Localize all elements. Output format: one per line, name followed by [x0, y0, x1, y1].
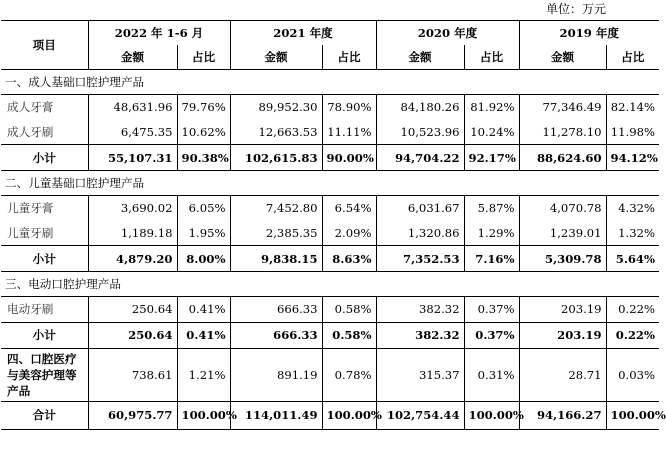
header-ratio: 占比 [606, 45, 659, 70]
header-ratio: 占比 [464, 45, 519, 70]
row-label: 成人牙膏 [7, 100, 54, 115]
ratio-cell: 0.78% [322, 348, 376, 401]
ratio-cell: 11.98% [606, 120, 659, 145]
ratio-cell: 0.22% [606, 297, 659, 323]
amount-cell: 10,523.96 [376, 120, 464, 145]
ratio-cell: 7.16% [464, 246, 519, 272]
ratio-cell: 4.32% [606, 196, 659, 221]
amount-cell: 77,346.49 [519, 95, 606, 120]
ratio-cell: 8.00% [177, 246, 230, 272]
ratio-cell: 94.12% [606, 145, 659, 171]
ratio-cell: 5.87% [464, 196, 519, 221]
total-row [1, 401, 659, 429]
header-amount: 金额 [88, 45, 177, 70]
section-title: 二、儿童基础口腔护理产品 [1, 171, 659, 196]
amount-cell: 1,239.01 [519, 221, 606, 246]
ratio-cell: 78.90% [322, 95, 376, 120]
revenue-table [1, 20, 666, 430]
subtotal-label: 小计 [1, 246, 88, 272]
table-row [1, 196, 659, 221]
table-row [1, 221, 659, 246]
ratio-cell: 0.41% [177, 297, 230, 323]
header-ratio: 占比 [177, 45, 230, 70]
amount-cell: 250.64 [88, 322, 177, 348]
ratio-cell: 82.14% [606, 95, 659, 120]
ratio-cell: 100.00% [177, 401, 230, 429]
ratio-cell: 92.17% [464, 145, 519, 171]
amount-cell: 7,452.80 [230, 196, 322, 221]
ratio-cell: 0.58% [322, 297, 376, 323]
ratio-cell: 100.00% [322, 401, 376, 429]
header-period: 2021 年度 [230, 21, 376, 46]
total-label: 合计 [1, 401, 88, 429]
section-title: 三、电动口腔护理产品 [1, 272, 659, 297]
ratio-cell: 0.58% [322, 322, 376, 348]
table-row [1, 297, 659, 323]
section-header-row [1, 171, 659, 196]
amount-cell: 891.19 [230, 348, 322, 401]
amount-cell: 1,189.18 [88, 221, 177, 246]
amount-cell: 94,704.22 [376, 145, 464, 171]
ratio-cell: 81.92% [464, 95, 519, 120]
amount-cell: 250.64 [88, 297, 177, 323]
amount-cell: 666.33 [230, 297, 322, 323]
amount-cell: 2,385.35 [230, 221, 322, 246]
subtotal-row [1, 145, 659, 171]
amount-cell: 382.32 [376, 322, 464, 348]
amount-cell: 738.61 [88, 348, 177, 401]
amount-cell: 60,975.77 [88, 401, 177, 429]
header-row-periods [1, 21, 659, 46]
ratio-cell: 1.95% [177, 221, 230, 246]
ratio-cell: 8.63% [322, 246, 376, 272]
header-amount: 金额 [230, 45, 322, 70]
header-amount: 金额 [376, 45, 464, 70]
ratio-cell: 11.11% [322, 120, 376, 145]
amount-cell: 9,838.15 [230, 246, 322, 272]
amount-cell: 7,352.53 [376, 246, 464, 272]
ratio-cell: 90.00% [322, 145, 376, 171]
header-item: 项目 [1, 21, 88, 70]
section4-row [1, 348, 659, 401]
unit-label: 单位：万元 [545, 2, 606, 16]
ratio-cell: 1.32% [606, 221, 659, 246]
header-period: 2022 年 1-6 月 [88, 21, 230, 46]
ratio-cell: 10.24% [464, 120, 519, 145]
amount-cell: 12,663.53 [230, 120, 322, 145]
amount-cell: 6,475.35 [88, 120, 177, 145]
table-row [1, 95, 659, 120]
amount-cell: 203.19 [519, 297, 606, 323]
ratio-cell: 0.41% [177, 322, 230, 348]
ratio-cell: 10.62% [177, 120, 230, 145]
ratio-cell: 6.54% [322, 196, 376, 221]
ratio-cell: 90.38% [177, 145, 230, 171]
amount-cell: 89,952.30 [230, 95, 322, 120]
amount-cell: 203.19 [519, 322, 606, 348]
ratio-cell: 1.21% [177, 348, 230, 401]
ratio-cell: 79.76% [177, 95, 230, 120]
amount-cell: 6,031.67 [376, 196, 464, 221]
amount-cell: 3,690.02 [88, 196, 177, 221]
amount-cell: 55,107.31 [88, 145, 177, 171]
header-period: 2020 年度 [376, 21, 519, 46]
table-row [1, 120, 659, 145]
amount-cell: 666.33 [230, 322, 322, 348]
row-label: 成人牙刷 [7, 124, 54, 139]
header-amount: 金额 [519, 45, 606, 70]
header-row-metrics [1, 45, 659, 70]
amount-cell: 88,624.60 [519, 145, 606, 171]
row-label: 电动牙刷 [7, 302, 54, 317]
header-period: 2019 年度 [519, 21, 659, 46]
table-body [1, 21, 666, 430]
amount-cell: 114,011.49 [230, 401, 322, 429]
ratio-cell: 5.64% [606, 246, 659, 272]
amount-cell: 28.71 [519, 348, 606, 401]
amount-cell: 4,070.78 [519, 196, 606, 221]
section-title: 一、成人基础口腔护理产品 [1, 70, 659, 95]
subtotal-label: 小计 [1, 145, 88, 171]
row-label: 儿童牙膏 [7, 201, 54, 216]
subtotal-label: 小计 [1, 322, 88, 348]
amount-cell: 382.32 [376, 297, 464, 323]
ratio-cell: 6.05% [177, 196, 230, 221]
ratio-cell: 0.37% [464, 322, 519, 348]
amount-cell: 84,180.26 [376, 95, 464, 120]
row-label: 儿童牙刷 [7, 225, 54, 240]
ratio-cell: 0.37% [464, 297, 519, 323]
amount-cell: 5,309.78 [519, 246, 606, 272]
ratio-cell: 2.09% [322, 221, 376, 246]
section4-label: 四、口腔医疗与美容护理等产品 [1, 348, 88, 401]
amount-cell: 48,631.96 [88, 95, 177, 120]
amount-cell: 4,879.20 [88, 246, 177, 272]
ratio-cell: 1.29% [464, 221, 519, 246]
ratio-cell: 0.31% [464, 348, 519, 401]
ratio-cell: 0.22% [606, 322, 659, 348]
subtotal-row [1, 322, 659, 348]
ratio-cell: 100.00% [464, 401, 519, 429]
amount-cell: 102,615.83 [230, 145, 322, 171]
amount-cell: 11,278.10 [519, 120, 606, 145]
amount-cell: 102,754.44 [376, 401, 464, 429]
ratio-cell: 0.03% [606, 348, 659, 401]
section-header-row [1, 70, 659, 95]
section-header-row [1, 272, 659, 297]
amount-cell: 94,166.27 [519, 401, 606, 429]
header-ratio: 占比 [322, 45, 376, 70]
amount-cell: 315.37 [376, 348, 464, 401]
subtotal-row [1, 246, 659, 272]
ratio-cell: 100.00% [606, 401, 659, 429]
amount-cell: 1,320.86 [376, 221, 464, 246]
